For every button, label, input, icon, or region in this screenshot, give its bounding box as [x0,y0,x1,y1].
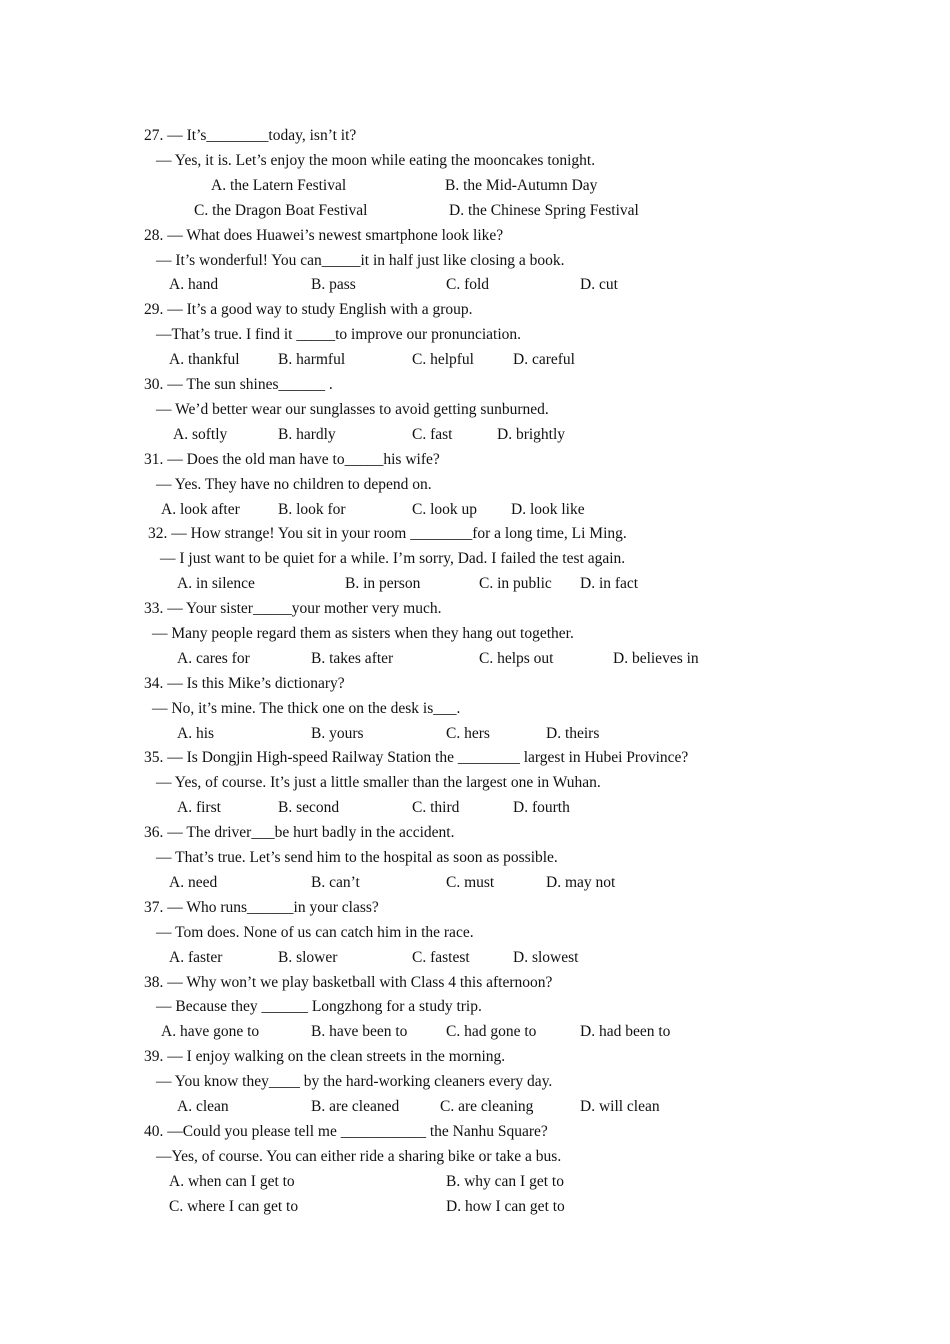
option-c: C. where I can get to [169,1198,299,1215]
option-c: C. are cleaning [440,1098,534,1115]
option-d: D. had been to [580,1023,671,1040]
question-line: 34. — Is this Mike’s dictionary? [144,675,345,692]
question-line: 36. — The driver___be hurt badly in the accident. [144,824,455,841]
option-c: C. look up [412,501,478,518]
option-d: D. the Chinese Spring Festival [449,202,639,219]
answer-line: — Because they ______ Longzhong for a study trip. [156,998,482,1015]
answer-line: — Yes, it is. Let’s enjoy the moon while eating the mooncakes tonight. [156,152,596,169]
question-line: 37. — Who runs______in your class? [144,899,379,916]
option-d: D. how I can get to [446,1198,565,1215]
option-b: B. can’t [311,874,360,891]
option-a: A. first [177,799,221,816]
option-b: B. in person [345,575,421,592]
answer-line: — Many people regard them as sisters when they hang out together. [152,625,574,642]
question-line: 29. — It’s a good way to study English with a group. [144,301,473,318]
option-a: A. hand [169,276,219,293]
answer-line: — That’s true. Let’s send him to the hospital as soon as possible. [156,849,558,866]
option-a: A. his [177,725,215,742]
option-b: B. slower [278,949,338,966]
option-b: B. the Mid-Autumn Day [445,177,598,194]
option-b: B. hardly [278,426,336,443]
answer-line: — Yes. They have no children to depend on. [156,476,432,493]
option-d: D. will clean [580,1098,660,1115]
option-c: C. the Dragon Boat Festival [194,202,368,219]
option-c: C. third [412,799,460,816]
option-a: A. the Latern Festival [211,177,347,194]
option-c: C. in public [479,575,552,592]
answer-line: — It’s wonderful! You can_____it in half just like closing a book. [156,252,565,269]
answer-line: — No, it’s mine. The thick one on the desk is___. [152,700,461,717]
question-line: 27. — It’s________today, isn’t it? [144,127,357,144]
question-line: 39. — I enjoy walking on the clean streets in the morning. [144,1048,506,1065]
option-d: D. believes in [613,650,699,667]
answer-line: — I just want to be quiet for a while. I’m sorry, Dad. I failed the test again. [160,550,626,567]
option-a: A. have gone to [161,1023,260,1040]
question-line: 31. — Does the old man have to_____his wife? [144,451,440,468]
option-d: D. in fact [580,575,639,592]
option-c: C. fast [412,426,453,443]
option-b: B. yours [311,725,364,742]
answer-line: — Tom does. None of us can catch him in the race. [156,924,474,941]
option-d: D. theirs [546,725,600,742]
option-c: C. helps out [479,650,554,667]
option-c: C. fastest [412,949,470,966]
option-d: D. careful [513,351,575,368]
option-a: A. cares for [177,650,250,667]
answer-line: — You know they____ by the hard-working cleaners every day. [156,1073,553,1090]
question-line: 35. — Is Dongjin High-speed Railway Station the ________ largest in Hubei Province? [144,749,689,766]
option-a: A. look after [161,501,240,518]
option-c: C. had gone to [446,1023,537,1040]
option-d: D. may not [546,874,616,891]
answer-line: —That’s true. I find it _____to improve our pronunciation. [156,326,522,343]
option-b: B. why can I get to [446,1173,564,1190]
option-a: A. when can I get to [169,1173,295,1190]
option-b: B. have been to [311,1023,408,1040]
option-a: A. clean [177,1098,229,1115]
option-b: B. look for [278,501,346,518]
option-d: D. cut [580,276,618,293]
option-a: A. thankful [169,351,240,368]
option-c: C. helpful [412,351,474,368]
question-line: 28. — What does Huawei’s newest smartphone look like? [144,227,504,244]
option-d: D. brightly [497,426,566,443]
option-b: B. second [278,799,340,816]
option-d: D. look like [511,501,585,518]
question-line: 38. — Why won’t we play basketball with Class 4 this afternoon? [144,974,553,991]
answer-line: — We’d better wear our sunglasses to avoid getting sunburned. [156,401,549,418]
option-c: C. fold [446,276,490,293]
option-d: D. slowest [513,949,579,966]
question-line: 33. — Your sister_____your mother very much. [144,600,442,617]
option-b: B. pass [311,276,356,293]
option-c: C. hers [446,725,490,742]
question-line: 40. —Could you please tell me ___________ the Nanhu Square? [144,1123,548,1140]
option-a: A. in silence [177,575,255,592]
option-b: B. harmful [278,351,346,368]
option-d: D. fourth [513,799,570,816]
option-a: A. softly [173,426,228,443]
question-line: 32. — How strange! You sit in your room ________for a long time, Li Ming. [148,525,627,542]
option-a: A. need [169,874,218,891]
answer-line: —Yes, of course. You can either ride a sharing bike or take a bus. [156,1148,562,1165]
option-b: B. are cleaned [311,1098,400,1115]
option-c: C. must [446,874,495,891]
option-a: A. faster [169,949,223,966]
option-b: B. takes after [311,650,394,667]
question-line: 30. — The sun shines______ . [144,376,333,393]
answer-line: — Yes, of course. It’s just a little smaller than the largest one in Wuhan. [156,774,601,791]
